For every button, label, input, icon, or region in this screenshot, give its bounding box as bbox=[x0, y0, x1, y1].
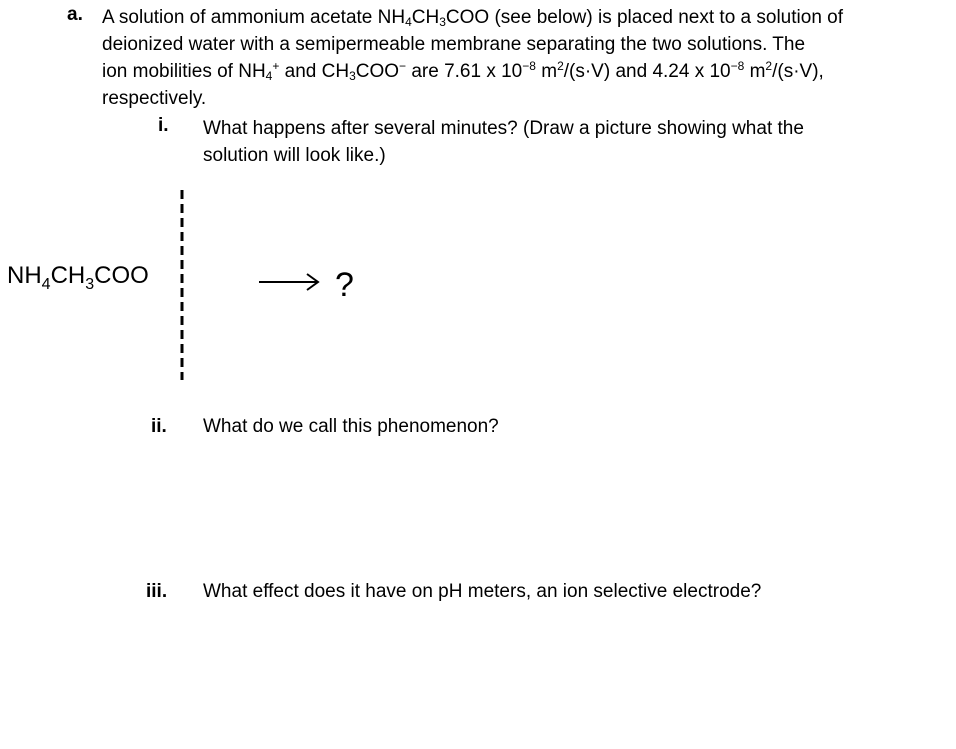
subquestion-i-line-1: What happens after several minutes? (Draw a picture showing what the bbox=[203, 118, 804, 139]
subquestion-iii-number: iii. bbox=[146, 581, 168, 602]
arrow-question-mark: ? bbox=[335, 266, 354, 304]
subquestion-ii-number: ii. bbox=[151, 416, 167, 437]
question-line-2: deionized water with a semipermeable membrane separating the two solutions. The bbox=[102, 34, 806, 55]
subquestion-i-text bbox=[203, 115, 804, 169]
subquestion-i-number: i. bbox=[158, 115, 169, 136]
question-text bbox=[102, 4, 942, 112]
question-line-4: respectively. bbox=[102, 88, 207, 109]
ammonium-acetate-formula: $NH_4CH_3COO$ bbox=[7, 262, 149, 293]
right-arrow-icon bbox=[255, 258, 365, 308]
subquestion-ii-text: What do we call this phenomenon? bbox=[203, 416, 499, 437]
semipermeable-membrane bbox=[180, 190, 184, 380]
subquestion-iii-text: What effect does it have on pH meters, an ion selective electrode? bbox=[203, 581, 762, 602]
question-letter: a. bbox=[67, 4, 83, 25]
question-line-1: A solution of ammonium acetate $NH_4CH_3COO$ (see below) is placed next to a solution of bbox=[102, 7, 844, 29]
subquestion-i-line-2: solution will look like.) bbox=[203, 145, 386, 166]
question-line-3: ion mobilities of $NH_4^+$ and $CH_3COO^-$ are 7.61 x $10^{-8}$ $m^2/(s\cdot V)$ and 4.24 x $10^{-8}$ $m^2/(s\cdot V)$, bbox=[102, 59, 824, 83]
